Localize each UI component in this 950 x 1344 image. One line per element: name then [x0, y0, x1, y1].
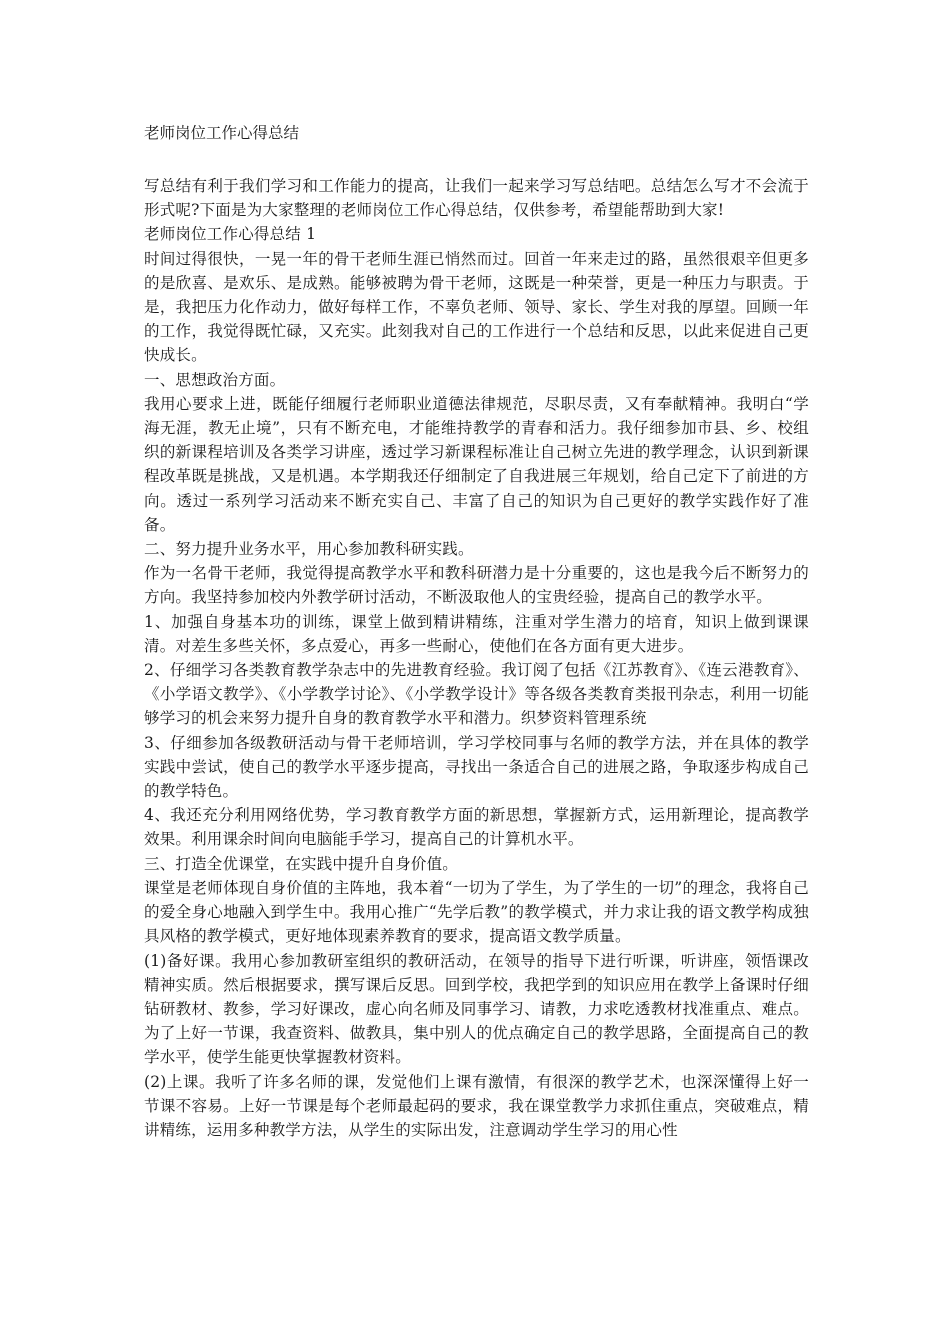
- body-paragraph: 我用心要求上进，既能仔细履行老师职业道德法律规范，尽职尽责，又有奉献精神。我明白“学海无涯，教无止境”，只有不断充电，才能维持教学的青春和活力。我仔细参加市县、乡、校组织的新课程培训及各类学习讲座，透过学习新课程标准让自己树立先进的教学理念，认识到新课程改革既是挑战，又是机遇。本学期我还仔细制定了自我进展三年规划，给自己定下了前进的方向。透过一系列学习活动来不断充实自己、丰富了自己的知识为自己更好的教学实践作好了准备。: [144, 394, 809, 534]
- section-heading: 一、思想政治方面。: [144, 370, 286, 389]
- list-item-paragraph: 2、仔细学习各类教育教学杂志中的先进教育经验。我订阅了包括《江苏教育》、《连云港教育》、《小学语文教学》、《小学教学讨论》、《小学教学设计》等各级各类教育类报刊杂志，利用一切能够学习的机会来努力提升自身的教育教学水平和潜力。织梦资料管理系统: [144, 661, 809, 728]
- section-heading: 三、打造全优课堂，在实践中提升自身价值。: [144, 854, 459, 873]
- section-heading: 二、努力提升业务水平，用心参加教科研实践。: [144, 540, 474, 559]
- body-paragraph: 时间过得很快，一晃一年的骨干老师生涯已悄然而过。回首一年来走过的路，虽然很艰辛但更多的是欣喜、是欢乐、是成熟。能够被聘为骨干老师，这既是一种荣誉，更是一种压力与职责。于是，我把压力化作动力，做好每样工作，不辜负老师、领导、家长、学生对我的厚望。回顾一年的工作，我觉得既忙碌，又充实。此刻我对自己的工作进行一个总结和反思，以此来促进自己更快成长。: [144, 249, 809, 365]
- list-item-paragraph: (2)上课。我听了许多名师的课，发觉他们上课有激情，有很深的教学艺术，也深深懂得上好一节课不容易。上好一节课是每个老师最起码的要求，我在课堂教学力求抓住重点，突破难点，精讲精练，运用多种教学方法，从学生的实际出发，注意调动学生学习的用心性: [144, 1072, 809, 1139]
- intro-paragraph: 写总结有利于我们学习和工作能力的提高，让我们一起来学习写总结吧。总结怎么写才不会流于形式呢?下面是为大家整理的老师岗位工作心得总结，仅供参考，希望能帮助到大家!: [144, 177, 809, 220]
- document-body: [144, 174, 809, 1142]
- list-item-paragraph: 3、仔细参加各级教研活动与骨干老师培训，学习学校同事与名师的教学方法，并在具体的教学实践中尝试，使自己的教学水平逐步提高，寻找出一条适合自己的进展之路，争取逐步构成自己的教学特色。: [144, 733, 809, 801]
- document-title: 老师岗位工作心得总结: [144, 124, 300, 142]
- list-item-paragraph: (1)备好课。我用心参加教研室组织的教研活动，在领导的指导下进行听课，听讲座，领悟课改精神实质。然后根据要求，撰写课后反思。回到学校，我把学到的知识应用在教学上备课时仔细钻研教材、教参，学习好课改，虚心向名师及同事学习、请教，力求吃透教材找准重点、难点。为了上好一节课，我查资料、做教具，集中别人的优点确定自己的教学思路，全面提高自己的教学水平，使学生能更快掌握教材资料。: [144, 951, 809, 1067]
- list-item-paragraph: 4、我还充分利用网络优势，学习教育教学方面的新思想，掌握新方式，运用新理论，提高教学效果。利用课余时间向电脑能手学习，提高自己的计算机水平。: [144, 806, 809, 849]
- section-heading: 老师岗位工作心得总结 1: [144, 225, 317, 244]
- list-item-paragraph: 1、加强自身基本功的训练，课堂上做到精讲精练，注重对学生潜力的培育，知识上做到课课清。对差生多些关怀，多点爱心，再多一些耐心，使他们在各方面有更大进步。: [144, 612, 809, 655]
- body-paragraph: 作为一名骨干老师，我觉得提高教学水平和教科研潜力是十分重要的，这也是我今后不断努力的方向。我坚持参加校内外教学研讨活动，不断汲取他人的宝贵经验，提高自己的教学水平。: [144, 564, 809, 607]
- body-paragraph: 课堂是老师体现自身价值的主阵地，我本着“一切为了学生，为了学生的一切”的理念，我将自己的爱全身心地融入到学生中。我用心推广“先学后教”的教学模式，并力求让我的语文教学构成独具风格的教学模式，更好地体现素养教育的要求，提高语文教学质量。: [144, 878, 809, 946]
